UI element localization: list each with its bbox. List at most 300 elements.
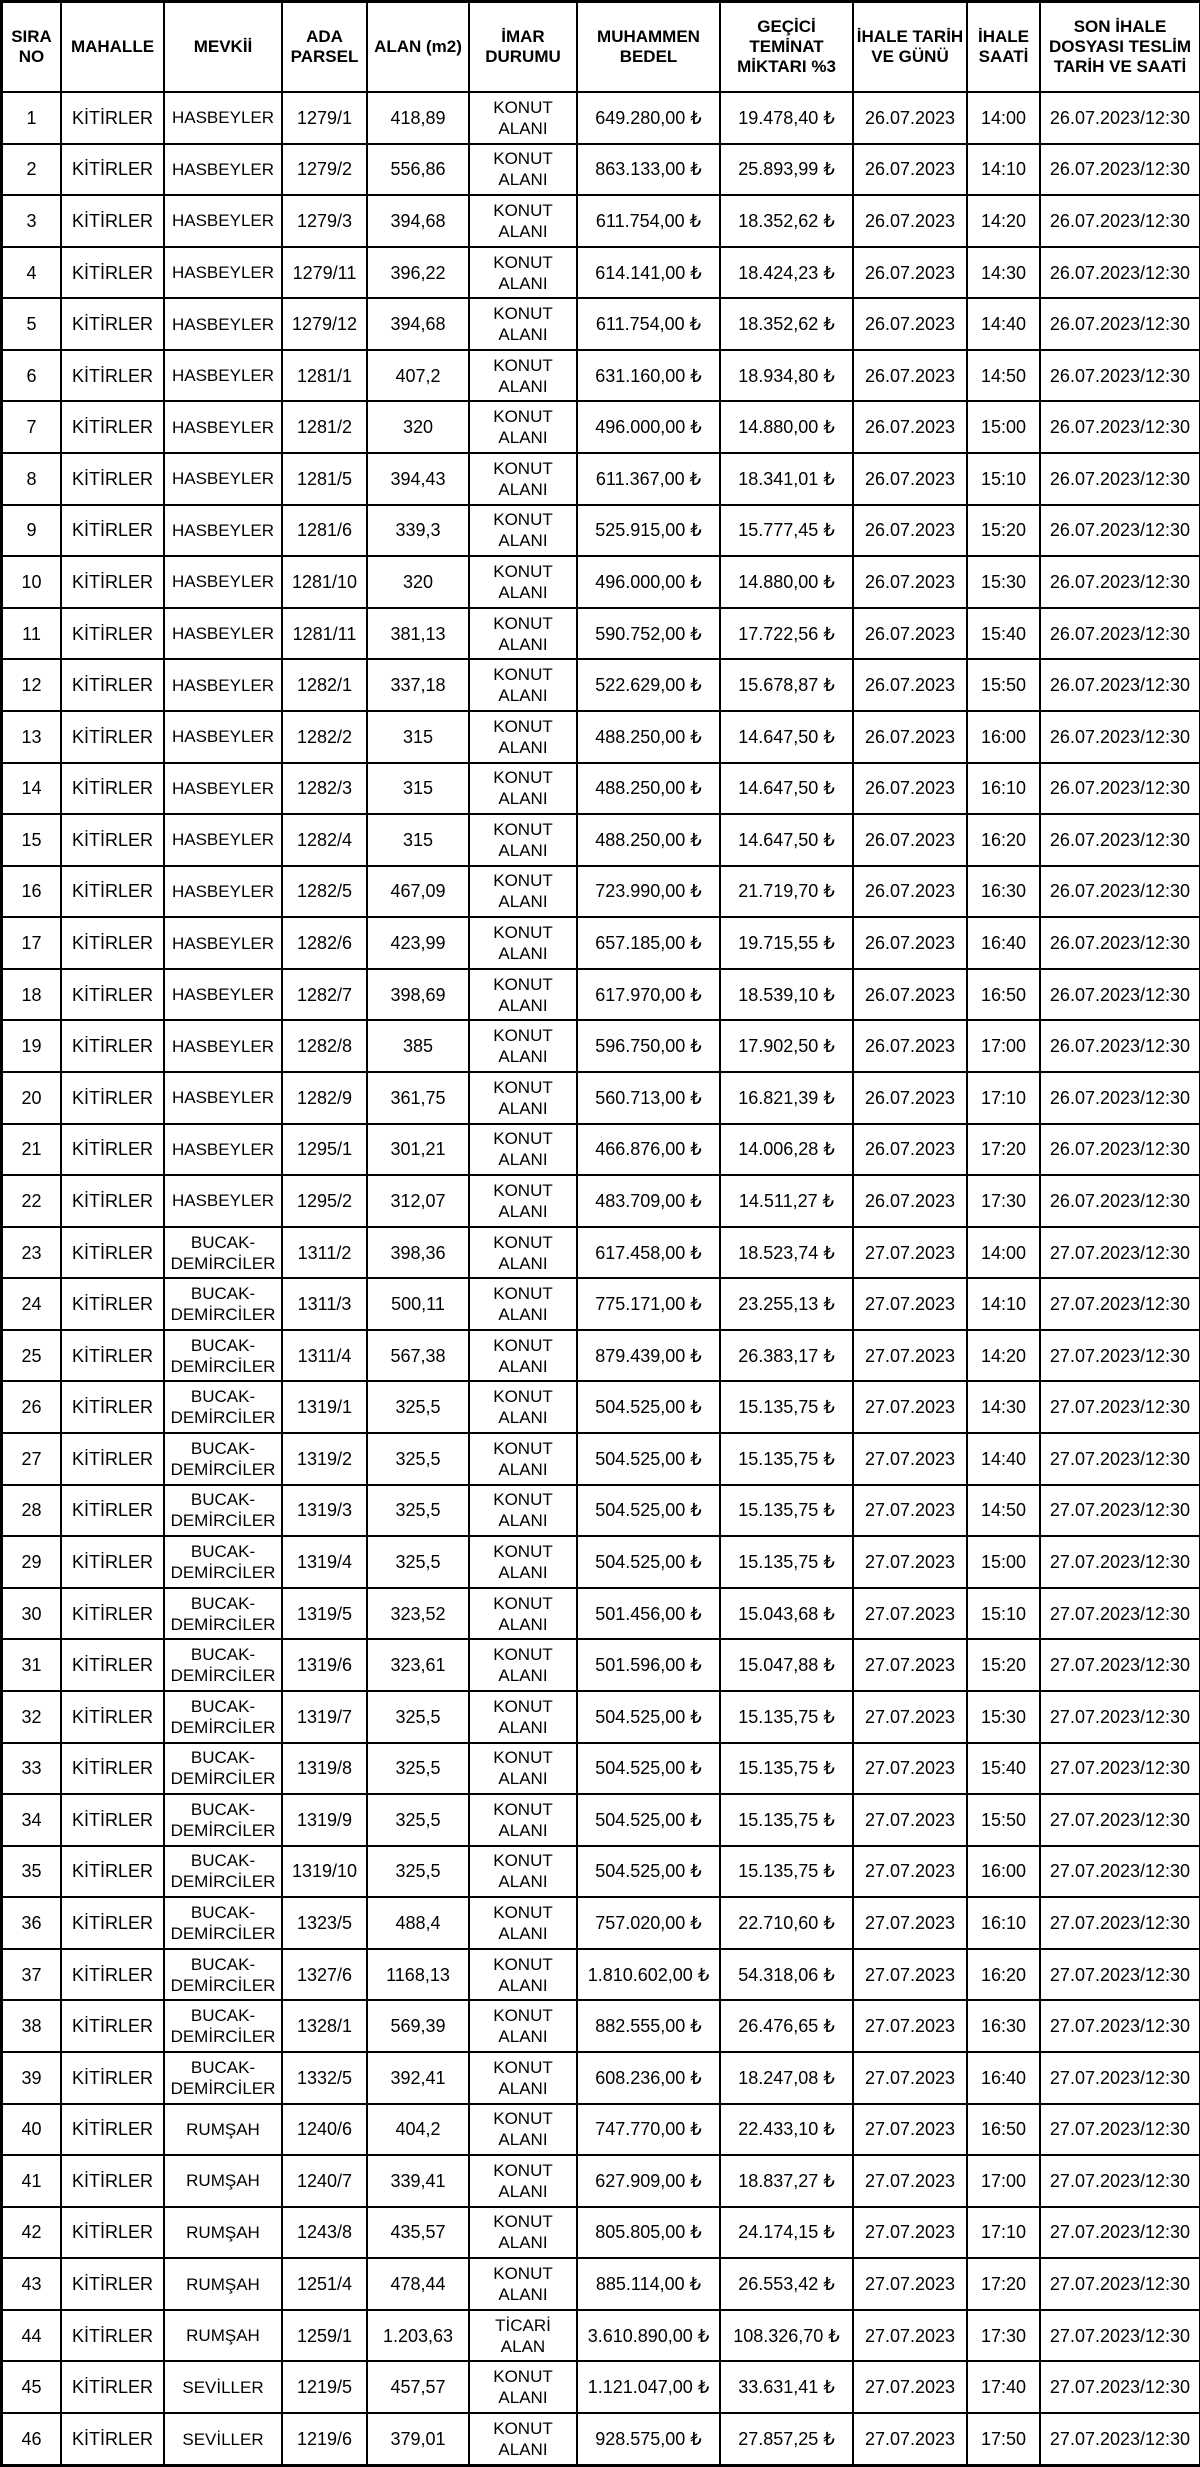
cell-gecici-teminat: 15.135,75 ₺ <box>720 1485 853 1537</box>
cell-mahalle: KİTİRLER <box>61 1588 164 1640</box>
table-row <box>2 711 1200 763</box>
cell-muhammen-bedel: 627.909,00 ₺ <box>577 2155 720 2207</box>
cell-gecici-teminat: 25.893,99 ₺ <box>720 144 853 196</box>
cell-son-teslim: 27.07.2023/12:30 <box>1040 2413 1200 2465</box>
cell-son-teslim: 27.07.2023/12:30 <box>1040 2310 1200 2362</box>
cell-ihale-tarih: 27.07.2023 <box>853 1949 967 2001</box>
cell-muhammen-bedel: 863.133,00 ₺ <box>577 144 720 196</box>
cell-mevkii: BUCAK- DEMİRCİLER <box>164 1227 282 1279</box>
cell-gecici-teminat: 14.880,00 ₺ <box>720 556 853 608</box>
table-row <box>2 1846 1200 1898</box>
cell-mahalle: KİTİRLER <box>61 1691 164 1743</box>
cell-gecici-teminat: 15.777,45 ₺ <box>720 505 853 557</box>
cell-ada-parsel: 1311/3 <box>282 1278 367 1330</box>
cell-ihale-tarih: 27.07.2023 <box>853 2000 967 2052</box>
cell-gecici-teminat: 22.433,10 ₺ <box>720 2104 853 2156</box>
cell-son-teslim: 27.07.2023/12:30 <box>1040 1949 1200 2001</box>
table-row <box>2 1072 1200 1124</box>
cell-muhammen-bedel: 496.000,00 ₺ <box>577 401 720 453</box>
cell-ihale-saati: 15:40 <box>967 608 1040 660</box>
cell-ada-parsel: 1282/4 <box>282 814 367 866</box>
cell-son-teslim: 27.07.2023/12:30 <box>1040 1381 1200 1433</box>
cell-muhammen-bedel: 504.525,00 ₺ <box>577 1691 720 1743</box>
cell-ada-parsel: 1282/1 <box>282 659 367 711</box>
table-row <box>2 505 1200 557</box>
cell-ihale-tarih: 26.07.2023 <box>853 1124 967 1176</box>
cell-sira-no: 44 <box>2 2310 61 2362</box>
cell-mevkii: BUCAK- DEMİRCİLER <box>164 1485 282 1537</box>
cell-alan: 325,5 <box>367 1485 469 1537</box>
cell-sira-no: 16 <box>2 866 61 918</box>
cell-ada-parsel: 1332/5 <box>282 2052 367 2104</box>
cell-son-teslim: 27.07.2023/12:30 <box>1040 1536 1200 1588</box>
cell-ihale-tarih: 27.07.2023 <box>853 1588 967 1640</box>
cell-ihale-tarih: 26.07.2023 <box>853 866 967 918</box>
cell-son-teslim: 27.07.2023/12:30 <box>1040 1433 1200 1485</box>
cell-alan: 392,41 <box>367 2052 469 2104</box>
cell-ihale-saati: 17:00 <box>967 1020 1040 1072</box>
cell-ihale-saati: 14:20 <box>967 195 1040 247</box>
cell-mevkii: BUCAK- DEMİRCİLER <box>164 1949 282 2001</box>
cell-ihale-saati: 17:50 <box>967 2413 1040 2465</box>
cell-gecici-teminat: 21.719,70 ₺ <box>720 866 853 918</box>
cell-imar-durumu: KONUT ALANI <box>469 401 577 453</box>
cell-mevkii: HASBEYLER <box>164 505 282 557</box>
cell-imar-durumu: KONUT ALANI <box>469 1175 577 1227</box>
table-row <box>2 1536 1200 1588</box>
table-row <box>2 1743 1200 1795</box>
cell-muhammen-bedel: 522.629,00 ₺ <box>577 659 720 711</box>
cell-son-teslim: 27.07.2023/12:30 <box>1040 1330 1200 1382</box>
table-row <box>2 2258 1200 2310</box>
cell-mahalle: KİTİRLER <box>61 350 164 402</box>
cell-muhammen-bedel: 1.121.047,00 ₺ <box>577 2361 720 2413</box>
cell-sira-no: 24 <box>2 1278 61 1330</box>
cell-imar-durumu: KONUT ALANI <box>469 1124 577 1176</box>
cell-mahalle: KİTİRLER <box>61 2052 164 2104</box>
cell-sira-no: 13 <box>2 711 61 763</box>
cell-sira-no: 23 <box>2 1227 61 1279</box>
cell-ihale-tarih: 26.07.2023 <box>853 969 967 1021</box>
cell-mevkii: BUCAK- DEMİRCİLER <box>164 1278 282 1330</box>
cell-ada-parsel: 1319/2 <box>282 1433 367 1485</box>
cell-mahalle: KİTİRLER <box>61 969 164 1021</box>
cell-imar-durumu: KONUT ALANI <box>469 814 577 866</box>
cell-ada-parsel: 1279/11 <box>282 247 367 299</box>
cell-alan: 320 <box>367 401 469 453</box>
cell-son-teslim: 26.07.2023/12:30 <box>1040 969 1200 1021</box>
cell-son-teslim: 27.07.2023/12:30 <box>1040 1278 1200 1330</box>
cell-ada-parsel: 1282/6 <box>282 917 367 969</box>
cell-gecici-teminat: 15.043,68 ₺ <box>720 1588 853 1640</box>
cell-sira-no: 35 <box>2 1846 61 1898</box>
cell-son-teslim: 26.07.2023/12:30 <box>1040 1020 1200 1072</box>
cell-mahalle: KİTİRLER <box>61 608 164 660</box>
cell-imar-durumu: KONUT ALANI <box>469 608 577 660</box>
cell-gecici-teminat: 18.424,23 ₺ <box>720 247 853 299</box>
cell-imar-durumu: KONUT ALANI <box>469 659 577 711</box>
cell-alan: 323,52 <box>367 1588 469 1640</box>
cell-mahalle: KİTİRLER <box>61 1536 164 1588</box>
cell-gecici-teminat: 15.135,75 ₺ <box>720 1536 853 1588</box>
cell-mevkii: HASBEYLER <box>164 659 282 711</box>
cell-alan: 379,01 <box>367 2413 469 2465</box>
header-row <box>2 2 1200 92</box>
table-row <box>2 2361 1200 2413</box>
cell-alan: 320 <box>367 556 469 608</box>
cell-muhammen-bedel: 617.458,00 ₺ <box>577 1227 720 1279</box>
cell-alan: 435,57 <box>367 2207 469 2259</box>
cell-mevkii: RUMŞAH <box>164 2207 282 2259</box>
cell-imar-durumu: KONUT ALANI <box>469 298 577 350</box>
cell-ihale-tarih: 26.07.2023 <box>853 505 967 557</box>
cell-imar-durumu: KONUT ALANI <box>469 556 577 608</box>
cell-gecici-teminat: 33.631,41 ₺ <box>720 2361 853 2413</box>
cell-ada-parsel: 1281/10 <box>282 556 367 608</box>
cell-gecici-teminat: 14.647,50 ₺ <box>720 814 853 866</box>
cell-ihale-tarih: 27.07.2023 <box>853 2413 967 2465</box>
cell-mevkii: BUCAK- DEMİRCİLER <box>164 1639 282 1691</box>
header-ihale-saati: İHALE SAATİ <box>967 2 1040 92</box>
cell-sira-no: 7 <box>2 401 61 453</box>
cell-sira-no: 34 <box>2 1794 61 1846</box>
cell-sira-no: 5 <box>2 298 61 350</box>
cell-son-teslim: 27.07.2023/12:30 <box>1040 2000 1200 2052</box>
cell-sira-no: 14 <box>2 763 61 815</box>
cell-ada-parsel: 1323/5 <box>282 1897 367 1949</box>
cell-gecici-teminat: 16.821,39 ₺ <box>720 1072 853 1124</box>
cell-alan: 407,2 <box>367 350 469 402</box>
cell-mevkii: RUMŞAH <box>164 2310 282 2362</box>
cell-alan: 325,5 <box>367 1381 469 1433</box>
cell-mahalle: KİTİRLER <box>61 1846 164 1898</box>
cell-son-teslim: 26.07.2023/12:30 <box>1040 1124 1200 1176</box>
cell-muhammen-bedel: 504.525,00 ₺ <box>577 1381 720 1433</box>
cell-gecici-teminat: 18.837,27 ₺ <box>720 2155 853 2207</box>
cell-ada-parsel: 1319/9 <box>282 1794 367 1846</box>
cell-imar-durumu: KONUT ALANI <box>469 1639 577 1691</box>
cell-muhammen-bedel: 488.250,00 ₺ <box>577 814 720 866</box>
cell-gecici-teminat: 19.478,40 ₺ <box>720 92 853 144</box>
cell-son-teslim: 26.07.2023/12:30 <box>1040 556 1200 608</box>
cell-gecici-teminat: 108.326,70 ₺ <box>720 2310 853 2362</box>
cell-imar-durumu: KONUT ALANI <box>469 1485 577 1537</box>
cell-ihale-saati: 15:00 <box>967 401 1040 453</box>
cell-alan: 315 <box>367 814 469 866</box>
cell-son-teslim: 26.07.2023/12:30 <box>1040 453 1200 505</box>
table-row <box>2 608 1200 660</box>
cell-imar-durumu: KONUT ALANI <box>469 1330 577 1382</box>
cell-gecici-teminat: 22.710,60 ₺ <box>720 1897 853 1949</box>
cell-mahalle: KİTİRLER <box>61 2361 164 2413</box>
table-row <box>2 1485 1200 1537</box>
table-row <box>2 1020 1200 1072</box>
cell-imar-durumu: KONUT ALANI <box>469 1433 577 1485</box>
cell-ihale-saati: 15:10 <box>967 1588 1040 1640</box>
cell-sira-no: 30 <box>2 1588 61 1640</box>
cell-mahalle: KİTİRLER <box>61 2104 164 2156</box>
cell-muhammen-bedel: 488.250,00 ₺ <box>577 711 720 763</box>
cell-mevkii: HASBEYLER <box>164 556 282 608</box>
cell-imar-durumu: KONUT ALANI <box>469 1691 577 1743</box>
cell-imar-durumu: KONUT ALANI <box>469 505 577 557</box>
cell-gecici-teminat: 14.880,00 ₺ <box>720 401 853 453</box>
cell-son-teslim: 26.07.2023/12:30 <box>1040 505 1200 557</box>
cell-ada-parsel: 1281/5 <box>282 453 367 505</box>
cell-muhammen-bedel: 525.915,00 ₺ <box>577 505 720 557</box>
cell-imar-durumu: KONUT ALANI <box>469 2052 577 2104</box>
cell-ihale-saati: 14:10 <box>967 144 1040 196</box>
cell-ihale-saati: 16:10 <box>967 763 1040 815</box>
cell-mahalle: KİTİRLER <box>61 298 164 350</box>
cell-son-teslim: 26.07.2023/12:30 <box>1040 711 1200 763</box>
cell-mevkii: HASBEYLER <box>164 1175 282 1227</box>
cell-imar-durumu: KONUT ALANI <box>469 2155 577 2207</box>
cell-ihale-tarih: 26.07.2023 <box>853 195 967 247</box>
cell-ihale-saati: 15:30 <box>967 556 1040 608</box>
cell-imar-durumu: KONUT ALANI <box>469 247 577 299</box>
cell-muhammen-bedel: 631.160,00 ₺ <box>577 350 720 402</box>
cell-ada-parsel: 1251/4 <box>282 2258 367 2310</box>
cell-ada-parsel: 1319/1 <box>282 1381 367 1433</box>
cell-ihale-tarih: 26.07.2023 <box>853 247 967 299</box>
cell-muhammen-bedel: 504.525,00 ₺ <box>577 1485 720 1537</box>
cell-sira-no: 1 <box>2 92 61 144</box>
cell-imar-durumu: KONUT ALANI <box>469 1278 577 1330</box>
cell-ada-parsel: 1279/3 <box>282 195 367 247</box>
cell-ihale-saati: 17:30 <box>967 2310 1040 2362</box>
cell-mahalle: KİTİRLER <box>61 2310 164 2362</box>
cell-ihale-saati: 17:30 <box>967 1175 1040 1227</box>
cell-alan: 301,21 <box>367 1124 469 1176</box>
cell-ihale-saati: 17:10 <box>967 1072 1040 1124</box>
cell-gecici-teminat: 27.857,25 ₺ <box>720 2413 853 2465</box>
cell-son-teslim: 27.07.2023/12:30 <box>1040 2207 1200 2259</box>
cell-ihale-saati: 16:00 <box>967 1846 1040 1898</box>
table-row <box>2 2104 1200 2156</box>
cell-ihale-saati: 14:40 <box>967 1433 1040 1485</box>
header-mevkii: MEVKİİ <box>164 2 282 92</box>
cell-alan: 569,39 <box>367 2000 469 2052</box>
cell-mahalle: KİTİRLER <box>61 195 164 247</box>
cell-ihale-tarih: 27.07.2023 <box>853 1381 967 1433</box>
cell-ihale-tarih: 27.07.2023 <box>853 1846 967 1898</box>
cell-imar-durumu: KONUT ALANI <box>469 1794 577 1846</box>
table-row <box>2 195 1200 247</box>
cell-ihale-tarih: 26.07.2023 <box>853 453 967 505</box>
cell-ihale-saati: 15:50 <box>967 659 1040 711</box>
cell-ada-parsel: 1327/6 <box>282 1949 367 2001</box>
header-gecici-teminat: GEÇİCİ TEMİNAT MİKTARI %3 <box>720 2 853 92</box>
cell-gecici-teminat: 24.174,15 ₺ <box>720 2207 853 2259</box>
cell-ihale-saati: 15:20 <box>967 505 1040 557</box>
cell-gecici-teminat: 18.341,01 ₺ <box>720 453 853 505</box>
cell-alan: 467,09 <box>367 866 469 918</box>
cell-ada-parsel: 1319/4 <box>282 1536 367 1588</box>
cell-ihale-tarih: 26.07.2023 <box>853 556 967 608</box>
header-muhammen-bedel: MUHAMMEN BEDEL <box>577 2 720 92</box>
cell-muhammen-bedel: 560.713,00 ₺ <box>577 1072 720 1124</box>
cell-son-teslim: 26.07.2023/12:30 <box>1040 350 1200 402</box>
cell-ihale-saati: 17:10 <box>967 2207 1040 2259</box>
cell-muhammen-bedel: 496.000,00 ₺ <box>577 556 720 608</box>
table-row <box>2 401 1200 453</box>
cell-ada-parsel: 1282/9 <box>282 1072 367 1124</box>
cell-imar-durumu: KONUT ALANI <box>469 763 577 815</box>
cell-son-teslim: 26.07.2023/12:30 <box>1040 92 1200 144</box>
cell-mevkii: HASBEYLER <box>164 969 282 1021</box>
cell-ada-parsel: 1311/4 <box>282 1330 367 1382</box>
cell-mahalle: KİTİRLER <box>61 2155 164 2207</box>
cell-mevkii: HASBEYLER <box>164 1124 282 1176</box>
cell-alan: 396,22 <box>367 247 469 299</box>
cell-ihale-tarih: 26.07.2023 <box>853 659 967 711</box>
cell-imar-durumu: KONUT ALANI <box>469 1072 577 1124</box>
cell-imar-durumu: KONUT ALANI <box>469 866 577 918</box>
table-row <box>2 659 1200 711</box>
cell-ada-parsel: 1282/7 <box>282 969 367 1021</box>
cell-son-teslim: 27.07.2023/12:30 <box>1040 1639 1200 1691</box>
cell-muhammen-bedel: 596.750,00 ₺ <box>577 1020 720 1072</box>
cell-ihale-tarih: 26.07.2023 <box>853 814 967 866</box>
cell-mevkii: SEVİLLER <box>164 2413 282 2465</box>
cell-ihale-saati: 14:40 <box>967 298 1040 350</box>
cell-ihale-saati: 15:00 <box>967 1536 1040 1588</box>
cell-son-teslim: 27.07.2023/12:30 <box>1040 2361 1200 2413</box>
cell-gecici-teminat: 15.135,75 ₺ <box>720 1743 853 1795</box>
cell-sira-no: 45 <box>2 2361 61 2413</box>
cell-mevkii: HASBEYLER <box>164 298 282 350</box>
cell-muhammen-bedel: 885.114,00 ₺ <box>577 2258 720 2310</box>
cell-son-teslim: 26.07.2023/12:30 <box>1040 144 1200 196</box>
cell-mahalle: KİTİRLER <box>61 1330 164 1382</box>
table-row <box>2 1433 1200 1485</box>
cell-son-teslim: 27.07.2023/12:30 <box>1040 1897 1200 1949</box>
cell-mahalle: KİTİRLER <box>61 1020 164 1072</box>
cell-son-teslim: 27.07.2023/12:30 <box>1040 1743 1200 1795</box>
cell-ihale-tarih: 27.07.2023 <box>853 1691 967 1743</box>
cell-ihale-saati: 14:30 <box>967 1381 1040 1433</box>
cell-son-teslim: 26.07.2023/12:30 <box>1040 195 1200 247</box>
cell-imar-durumu: KONUT ALANI <box>469 969 577 1021</box>
cell-alan: 323,61 <box>367 1639 469 1691</box>
cell-alan: 339,41 <box>367 2155 469 2207</box>
cell-alan: 325,5 <box>367 1433 469 1485</box>
cell-ihale-saati: 14:30 <box>967 247 1040 299</box>
cell-gecici-teminat: 18.352,62 ₺ <box>720 195 853 247</box>
cell-ada-parsel: 1240/7 <box>282 2155 367 2207</box>
cell-imar-durumu: KONUT ALANI <box>469 144 577 196</box>
cell-ihale-saati: 14:50 <box>967 350 1040 402</box>
cell-mevkii: SEVİLLER <box>164 2361 282 2413</box>
cell-muhammen-bedel: 504.525,00 ₺ <box>577 1846 720 1898</box>
cell-mevkii: HASBEYLER <box>164 1072 282 1124</box>
cell-mahalle: KİTİRLER <box>61 1433 164 1485</box>
cell-imar-durumu: KONUT ALANI <box>469 2361 577 2413</box>
cell-ihale-tarih: 27.07.2023 <box>853 2104 967 2156</box>
table-row <box>2 1278 1200 1330</box>
cell-gecici-teminat: 15.135,75 ₺ <box>720 1846 853 1898</box>
cell-gecici-teminat: 14.006,28 ₺ <box>720 1124 853 1176</box>
cell-muhammen-bedel: 611.367,00 ₺ <box>577 453 720 505</box>
cell-ada-parsel: 1328/1 <box>282 2000 367 2052</box>
cell-ada-parsel: 1319/3 <box>282 1485 367 1537</box>
cell-son-teslim: 26.07.2023/12:30 <box>1040 401 1200 453</box>
cell-ada-parsel: 1259/1 <box>282 2310 367 2362</box>
cell-son-teslim: 26.07.2023/12:30 <box>1040 247 1200 299</box>
cell-gecici-teminat: 14.647,50 ₺ <box>720 711 853 763</box>
cell-muhammen-bedel: 504.525,00 ₺ <box>577 1794 720 1846</box>
table-row <box>2 1897 1200 1949</box>
cell-sira-no: 40 <box>2 2104 61 2156</box>
table-row <box>2 2207 1200 2259</box>
cell-son-teslim: 27.07.2023/12:30 <box>1040 1227 1200 1279</box>
table-row <box>2 2310 1200 2362</box>
cell-alan: 394,68 <box>367 195 469 247</box>
cell-muhammen-bedel: 879.439,00 ₺ <box>577 1330 720 1382</box>
cell-sira-no: 10 <box>2 556 61 608</box>
cell-ada-parsel: 1319/8 <box>282 1743 367 1795</box>
cell-mahalle: KİTİRLER <box>61 2258 164 2310</box>
cell-gecici-teminat: 54.318,06 ₺ <box>720 1949 853 2001</box>
cell-imar-durumu: KONUT ALANI <box>469 1588 577 1640</box>
cell-son-teslim: 27.07.2023/12:30 <box>1040 1846 1200 1898</box>
cell-gecici-teminat: 26.476,65 ₺ <box>720 2000 853 2052</box>
cell-mevkii: BUCAK- DEMİRCİLER <box>164 1588 282 1640</box>
cell-muhammen-bedel: 805.805,00 ₺ <box>577 2207 720 2259</box>
cell-imar-durumu: KONUT ALANI <box>469 2413 577 2465</box>
cell-alan: 423,99 <box>367 917 469 969</box>
table-row <box>2 1124 1200 1176</box>
cell-muhammen-bedel: 657.185,00 ₺ <box>577 917 720 969</box>
cell-mahalle: KİTİRLER <box>61 92 164 144</box>
cell-sira-no: 9 <box>2 505 61 557</box>
cell-ihale-tarih: 27.07.2023 <box>853 2258 967 2310</box>
cell-mahalle: KİTİRLER <box>61 1743 164 1795</box>
cell-ihale-tarih: 26.07.2023 <box>853 144 967 196</box>
cell-gecici-teminat: 19.715,55 ₺ <box>720 917 853 969</box>
cell-alan: 315 <box>367 763 469 815</box>
cell-gecici-teminat: 23.255,13 ₺ <box>720 1278 853 1330</box>
cell-sira-no: 21 <box>2 1124 61 1176</box>
cell-sira-no: 18 <box>2 969 61 1021</box>
cell-mevkii: RUMŞAH <box>164 2155 282 2207</box>
cell-ada-parsel: 1295/2 <box>282 1175 367 1227</box>
cell-son-teslim: 26.07.2023/12:30 <box>1040 608 1200 660</box>
cell-mahalle: KİTİRLER <box>61 814 164 866</box>
cell-ihale-saati: 16:50 <box>967 969 1040 1021</box>
cell-gecici-teminat: 17.722,56 ₺ <box>720 608 853 660</box>
table-row <box>2 556 1200 608</box>
cell-imar-durumu: KONUT ALANI <box>469 1381 577 1433</box>
cell-alan: 567,38 <box>367 1330 469 1382</box>
cell-ada-parsel: 1219/6 <box>282 2413 367 2465</box>
cell-mahalle: KİTİRLER <box>61 1639 164 1691</box>
table-row <box>2 2000 1200 2052</box>
cell-son-teslim: 27.07.2023/12:30 <box>1040 2104 1200 2156</box>
cell-sira-no: 46 <box>2 2413 61 2465</box>
cell-mevkii: HASBEYLER <box>164 401 282 453</box>
table-row <box>2 92 1200 144</box>
cell-ihale-saati: 17:40 <box>967 2361 1040 2413</box>
cell-ihale-tarih: 27.07.2023 <box>853 1536 967 1588</box>
cell-muhammen-bedel: 649.280,00 ₺ <box>577 92 720 144</box>
cell-gecici-teminat: 18.352,62 ₺ <box>720 298 853 350</box>
table-row <box>2 969 1200 1021</box>
cell-mahalle: KİTİRLER <box>61 711 164 763</box>
cell-ada-parsel: 1319/5 <box>282 1588 367 1640</box>
cell-alan: 394,68 <box>367 298 469 350</box>
